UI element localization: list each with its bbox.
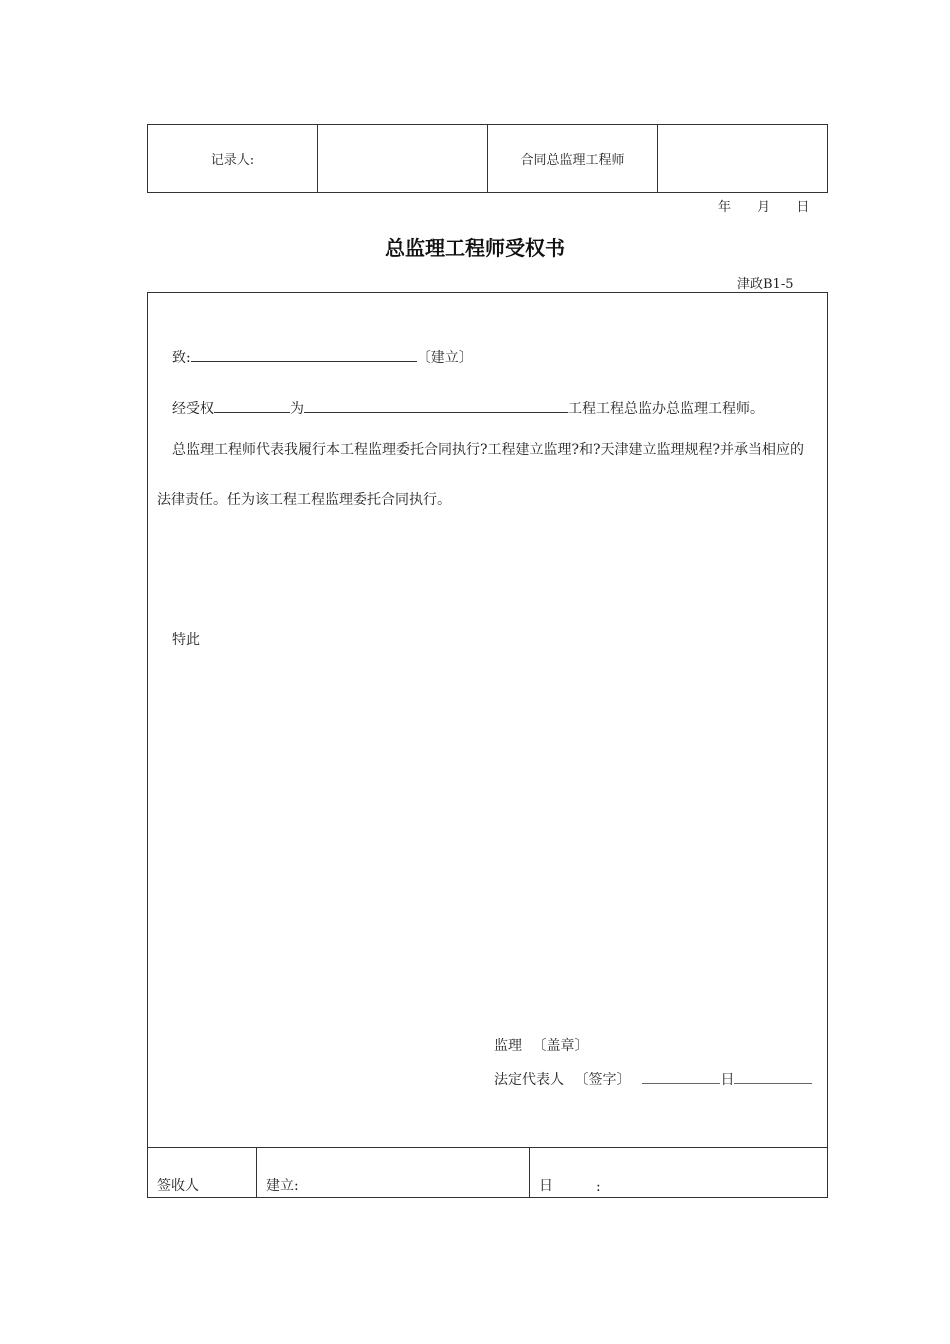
authorization-body: [147, 292, 828, 1198]
day-label: 日: [796, 200, 810, 215]
date-colon: :: [596, 1179, 601, 1195]
engineer-value-cell[interactable]: [658, 125, 827, 192]
rep-date-blank[interactable]: [734, 1069, 812, 1084]
authorize-suffix: 工程工程总监办总监理工程师。: [568, 401, 764, 417]
rep-sign-blank[interactable]: [642, 1069, 720, 1084]
sign-row: [148, 1147, 827, 1198]
build-cell[interactable]: [257, 1148, 530, 1198]
engineer-label: 合同总监理工程师: [520, 153, 625, 168]
page-title: 总监理工程师受权书: [385, 236, 565, 260]
paragraph-line-2: 法律责任。任为该工程工程监理委托合同执行。: [157, 492, 451, 508]
recorder-label-cell: [148, 125, 318, 192]
to-suffix: 〔建立〕: [416, 350, 473, 366]
build-label: 建立:: [266, 1178, 299, 1194]
authorize-prefix: 经受权: [172, 401, 214, 417]
recorder-label: 记录人:: [210, 153, 255, 168]
date-label: 日: [539, 1178, 553, 1194]
record-table: [147, 124, 828, 193]
month-label: 月: [757, 200, 771, 215]
closing-text: 特此: [172, 632, 200, 648]
form-code: 津政B1-5: [737, 277, 794, 292]
authorize-line: [172, 398, 764, 418]
to-blank[interactable]: [191, 347, 417, 362]
receiver-label: 签收人: [157, 1178, 199, 1194]
to-line: [172, 347, 473, 367]
rep-note: 〔签字〕: [574, 1072, 631, 1088]
authorizer-blank[interactable]: [214, 398, 290, 413]
date-cell[interactable]: [530, 1148, 827, 1198]
seal-note: 〔盖章〕: [532, 1038, 589, 1054]
seal-line: [494, 1035, 588, 1055]
to-label: 致:: [172, 350, 191, 366]
seal-label: 监理: [494, 1038, 522, 1054]
engineer-label-cell: [488, 125, 658, 192]
date-line: [718, 196, 809, 215]
year-label: 年: [718, 200, 732, 215]
project-blank[interactable]: [304, 398, 568, 413]
rep-day: 日: [720, 1072, 735, 1088]
recorder-value-cell[interactable]: [318, 125, 488, 192]
authorize-as: 为: [290, 401, 304, 417]
paragraph-line-1: 总监理工程师代表我履行本工程监理委托合同执行?工程建立监理?和?天津建立监理规程?并承当相应的: [172, 442, 805, 458]
representative-line: [494, 1069, 812, 1089]
receiver-cell: [148, 1148, 257, 1198]
rep-label: 法定代表人: [494, 1072, 564, 1088]
